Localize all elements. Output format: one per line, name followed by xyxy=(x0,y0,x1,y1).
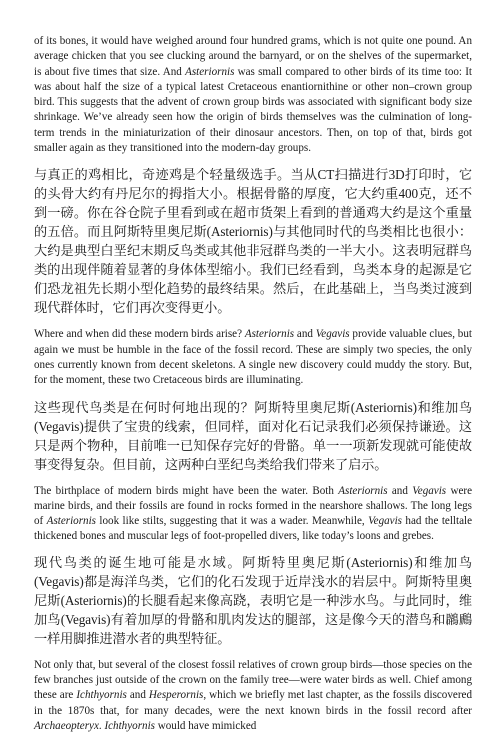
italic-term: Vegavis xyxy=(368,515,402,528)
text-run: Not only that, but several of the closest fossil relatives of crown group birds—those species on the few branches just outside of the crown on the family tree—were water birds as well. Chief among these are xyxy=(34,658,472,702)
italic-term: Hesperornis xyxy=(148,689,204,702)
italic-term: Asteriornis xyxy=(185,65,235,78)
chinese-paragraph-1 xyxy=(34,165,472,317)
chinese-paragraph-3 xyxy=(34,553,472,648)
english-paragraph-3 xyxy=(34,484,472,545)
text-run: and xyxy=(126,689,149,702)
italic-term: Ichthyornis xyxy=(104,719,155,732)
text-run: was small compared to other birds of its time too: It was about half the size of a typical latest Cretaceous enantiornithine or other non–crown group bird. This suggests that the advent of crown group birds was associated with significant body size shrinkage. We’ve already seen how the origin of birds themselves was the culmination of long-term trends in the miniaturization of their dinosaur ancestors. Then, on top of that, birds got smaller again as they transitioned into the modern-day groups. xyxy=(34,65,472,155)
text-run: Where and when did these modern birds arise? xyxy=(34,328,245,341)
text-run: and xyxy=(387,484,413,497)
chinese-paragraph-2 xyxy=(34,398,472,474)
text-run: had the telltale thickened bones and muscular legs of foot-propelled divers, like today’s loons and grebes. xyxy=(34,515,473,543)
italic-term: Asteriornis xyxy=(338,484,388,497)
italic-term: Asteriornis xyxy=(46,515,96,528)
italic-term: Archaeopteryx xyxy=(34,719,99,732)
italic-term: Vegavis xyxy=(412,484,447,497)
italic-term: Ichthyornis xyxy=(76,689,127,702)
text-run: look like stilts, suggesting that it was a wader. Meanwhile, xyxy=(95,515,369,528)
english-paragraph-1 xyxy=(34,34,472,156)
text-run: , which we briefly met last chapter, as the fossils discovered in the 1870s that, for many decades, were the next known birds in the fossil record after xyxy=(34,689,472,717)
english-paragraph-4 xyxy=(34,658,472,734)
text-run: were marine birds, and their fossils are found in rocks formed in the nearshore shallows. The long legs of xyxy=(34,484,473,528)
text-run: . xyxy=(98,719,105,732)
text-run: 与真正的鸡相比，奇迹鸡是个轻量级选手。当从CT扫描进行3D打印时，它的头骨大约有丹尼尔的拇指大小。根据骨骼的厚度，它大约重400克，还不到一磅。你在谷仓院子里看到或在超市货架上看到的普通鸡大约是这个重量的五倍。而且阿斯特里奥尼斯(Asteriornis)与其他同时代的鸟类相比也很小：大约是典型白垩纪末期反鸟类或其他非冠群鸟类的一半大小。这表明冠群鸟类的出现伴随着显著的身体体型缩小。我们已经看到，鸟类本身的起源是它们恐龙祖先长期小型化趋势的最终结果。然后，在此基础上，当鸟类过渡到现代群体时，它们再次变得更小。 xyxy=(34,167,472,316)
text-run: 现代鸟类的诞生地可能是水域。阿斯特里奥尼斯(Asteriornis)和维加鸟(Vegavis)都是海洋鸟类，它们的化石发现于近岸浅水的岩层中。阿斯特里奥尼斯(Asteriornis)的长腿看起来像高跷，表明它是一种涉水鸟。与此同时，维加鸟(Vegavis)有着加厚的骨骼和肌肉发达的腿部，这是像今天的潜鸟和鸊鷉一样用脚推进潜水者的典型特征。 xyxy=(34,554,472,646)
text-run: 这些现代鸟类是在何时何地出现的？阿斯特里奥尼斯(Asteriornis)和维加鸟(Vegavis)提供了宝贵的线索，但同样，面对化石记录我们必须保持谦逊。这只是两个物种，目前唯一已知保存完好的骨骼。单一一项新发现就可能使故事变得复杂。但目前，这两种白垩纪鸟类给我们带来了启示。 xyxy=(34,399,472,472)
english-paragraph-2 xyxy=(34,327,472,388)
italic-term: Asteriornis xyxy=(244,328,295,341)
italic-term: Vegavis xyxy=(315,328,350,341)
text-run: provide valuable clues, but again we must be humble in the face of the fossil record. These are simply two species, the only ones currently known from decent skeletons. A single new discovery could muddy the story. But, for the moment, these two Cretaceous birds are illuminating. xyxy=(34,328,472,387)
text-run: The birthplace of modern birds might have been the water. Both xyxy=(34,484,339,497)
text-run: and xyxy=(294,328,316,341)
text-run: would have mimicked xyxy=(154,719,257,732)
text-run: of its bones, it would have weighed around four hundred grams, which is not quite one pound. An average chicken that you see clucking around the barnyard, or on the shelves of the supermarket, is about five times that size. And xyxy=(34,35,472,78)
